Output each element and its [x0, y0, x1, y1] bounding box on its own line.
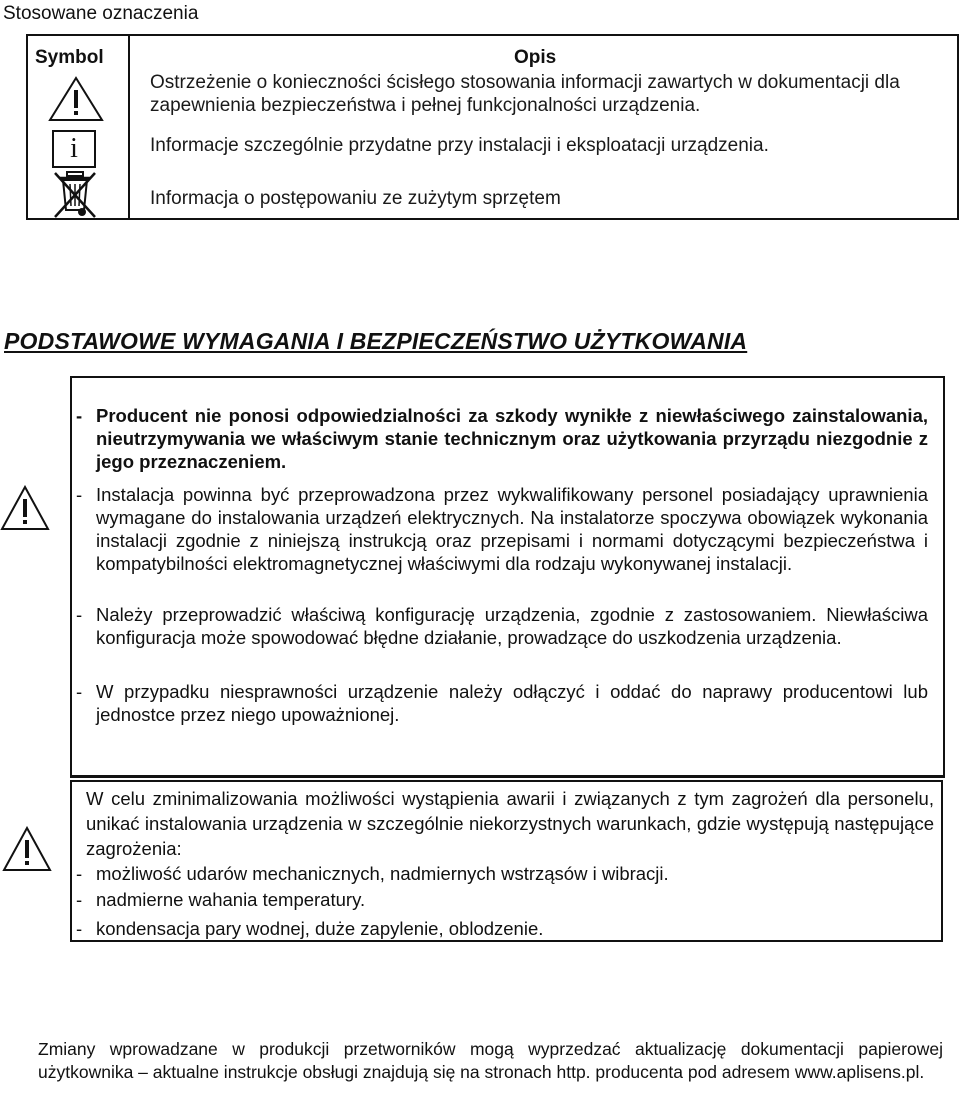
bullet-dash: - — [76, 604, 83, 625]
safety-text: Producent nie ponosi odpowiedzialności za szkody wynikłe z niewłaściwego zainstalowania, nieutrzymywania we właściwym stanie technicznym oraz użytkowania przyrządu niezgodnie z jego przeznaczeniem. — [96, 405, 928, 472]
footer-note: Zmiany wprowadzane w produkcji przetworników mogą wyprzedzać aktualizację dokumentacji papierowej użytkownika – aktualne instrukcje obsługi znajdują się na stronach http. producenta pod adresem www.aplisens.pl. — [38, 1039, 943, 1082]
column-header-symbol: Symbol — [35, 47, 104, 68]
safety-requirements-box — [70, 376, 945, 778]
warning-triangle-icon — [0, 485, 50, 531]
column-header-description: Opis — [514, 47, 557, 68]
safety-paragraph — [76, 404, 928, 473]
hazard-text: nadmierne wahania temperatury. — [96, 889, 366, 910]
hazard-text: możliwość udarów mechanicznych, nadmiernych wstrząsów i wibracji. — [96, 863, 669, 884]
safety-paragraph — [76, 603, 928, 649]
safety-text: W przypadku niesprawności urządzenie należy odłączyć i oddać do naprawy producentowi lub jednostce przez niego upoważnionej. — [96, 681, 928, 725]
safety-paragraph — [76, 680, 928, 726]
bullet-dash: - — [76, 681, 83, 702]
list-item — [76, 861, 669, 886]
bullet-dash: - — [76, 863, 83, 884]
bullet-dash: - — [76, 405, 83, 426]
bullet-dash: - — [76, 484, 83, 505]
warning-triangle-icon — [48, 76, 104, 122]
crossed-out-bin-icon — [52, 170, 98, 220]
bullet-dash: - — [76, 889, 83, 910]
page-title: PODSTAWOWE WYMAGANIA I BEZPIECZEŃSTWO UŻYTKOWANIA — [4, 328, 748, 354]
legend-row-info-text: Informacje szczególnie przydatne przy instalacji i eksploatacji urządzenia. — [150, 135, 769, 156]
table-divider — [128, 36, 130, 218]
safety-text: Instalacja powinna być przeprowadzona przez wykwalifikowany personel posiadający uprawnienia wymagane do instalowania urządzeń elektrycznych. Na instalatorze spoczywa obowiązek wykonania instalacji zgodnie z niniejszą instrukcją oraz przepisami i normami dotyczącymi bezpieczeństwa i kompatybilności elektromagnetycznej właściwymi dla rodzaju wykonywanej instalacji. — [96, 484, 928, 574]
hazard-text: kondensacja pary wodnej, duże zapylenie, oblodzenie. — [96, 918, 544, 939]
legend-row-warning-text: Ostrzeżenie o konieczności ścisłego stosowania informacji zawartych w dokumentacji dla zapewnienia bezpieczeństwa i pełnej funkcjonalności urządzenia. — [150, 72, 900, 116]
list-item — [76, 916, 543, 941]
hazard-intro: W celu zminimalizowania możliwości wystąpienia awarii i związanych z tym zagrożeń dla personelu, unikać instalowania urządzenia w szczególnie niekorzystnych warunkach, gdzie występują następujące zagrożenia: — [86, 788, 934, 859]
legend-heading: Stosowane oznaczenia — [3, 3, 199, 24]
safety-text: Należy przeprowadzić właściwą konfigurację urządzenia, zgodnie z zastosowaniem. Niewłaściwa konfiguracja może spowodować błędne działanie, prowadzące do uszkodzenia urządzenia. — [96, 604, 928, 648]
info-icon: i — [52, 130, 96, 168]
warning-triangle-icon — [2, 826, 52, 872]
list-item — [76, 887, 365, 912]
bullet-dash: - — [76, 918, 83, 939]
hazard-conditions-box — [70, 780, 943, 942]
legend-row-disposal-text: Informacja o postępowaniu ze zużytym sprzętem — [150, 188, 561, 209]
safety-paragraph — [76, 483, 928, 575]
legend-table — [26, 34, 959, 220]
